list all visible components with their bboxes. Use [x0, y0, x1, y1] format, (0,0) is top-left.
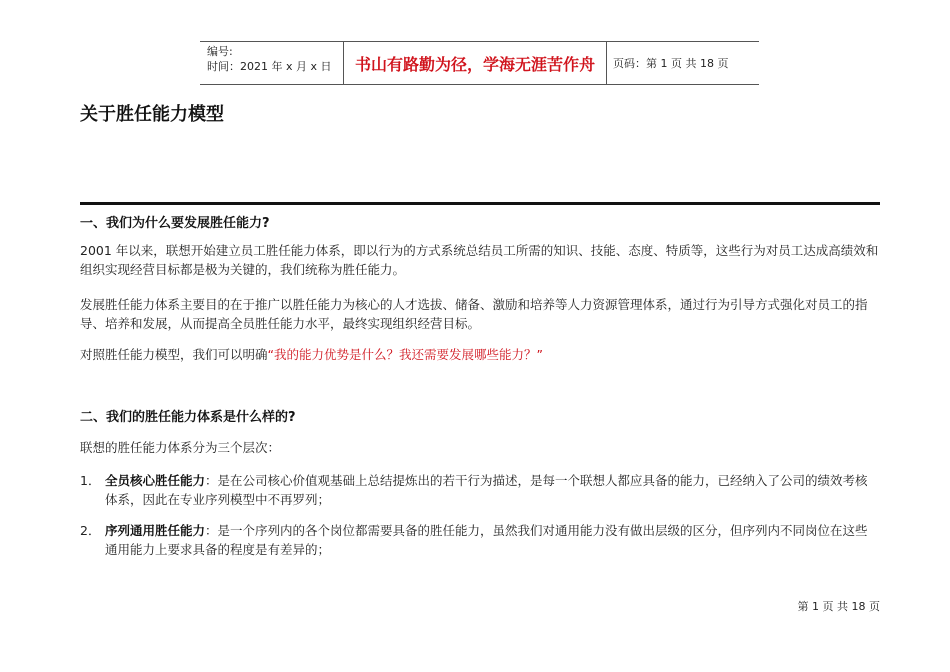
section1-paragraph-3	[80, 345, 880, 364]
list-item-number: 1．	[80, 473, 101, 488]
list-item-term: 全员核心胜任能力	[105, 473, 206, 488]
section2-heading: 二、我们的胜任能力体系是什么样的?	[80, 410, 296, 425]
section1-heading: 一、我们为什么要发展胜任能力?	[80, 216, 270, 231]
section1-paragraph-2: 发展胜任能力体系主要目的在于推广以胜任能力为核心的人才选拔、储备、激励和培养等人力资源管理体系，通过行为引导方式强化对员工的指导、培养和发展，从而提高全员胜任能力水平，最终实现组织经营目标。	[80, 297, 868, 331]
document-title: 关于胜任能力模型	[80, 104, 224, 125]
highlight-quote: “我的能力优势是什么？我还需要发展哪些能力？”	[267, 347, 543, 362]
list-item-term: 序列通用胜任能力	[105, 523, 206, 538]
header-motto: 书山有路勤为径，学海无涯苦作舟	[343, 42, 607, 84]
header-page-label: 页码：第 1 页 共 18 页	[613, 57, 729, 70]
page-header	[200, 41, 759, 85]
list-item-body	[105, 471, 880, 509]
list-item-number: 2．	[80, 523, 101, 538]
paragraph-3-prefix: 对照胜任能力模型，我们可以明确	[80, 347, 268, 362]
list-item-body	[105, 521, 880, 559]
section1-paragraph-1: 2001 年以来，联想开始建立员工胜任能力体系，即以行为的方式系统总结员工所需的知识、技能、态度、特质等，这些行为对员工达成高绩效和组织实现经营目标都是极为关键的，我们统称为胜任能力。	[80, 243, 879, 277]
number-label: 编号:	[207, 45, 233, 58]
list-item-text: ：是一个序列内的各个岗位都需要具备的胜任能力，虽然我们对通用能力没有做出层级的区分，但序列内不同岗位在这些通用能力上要求具备的程度是有差异的；	[105, 523, 868, 557]
page-footer: 第 1 页 共 18 页	[797, 600, 880, 613]
list-item-text: ：是在公司核心价值观基础上总结提炼出的若干行为描述，是每一个联想人都应具备的能力，已经纳入了公司的绩效考核体系，因此在专业序列模型中不再罗列；	[105, 473, 868, 507]
section-divider	[80, 202, 880, 205]
time-label: 时间：2021 年 x 月 x 日	[207, 60, 332, 73]
header-meta	[207, 44, 332, 74]
section2-intro: 联想的胜任能力体系分为三个层次：	[80, 440, 281, 455]
